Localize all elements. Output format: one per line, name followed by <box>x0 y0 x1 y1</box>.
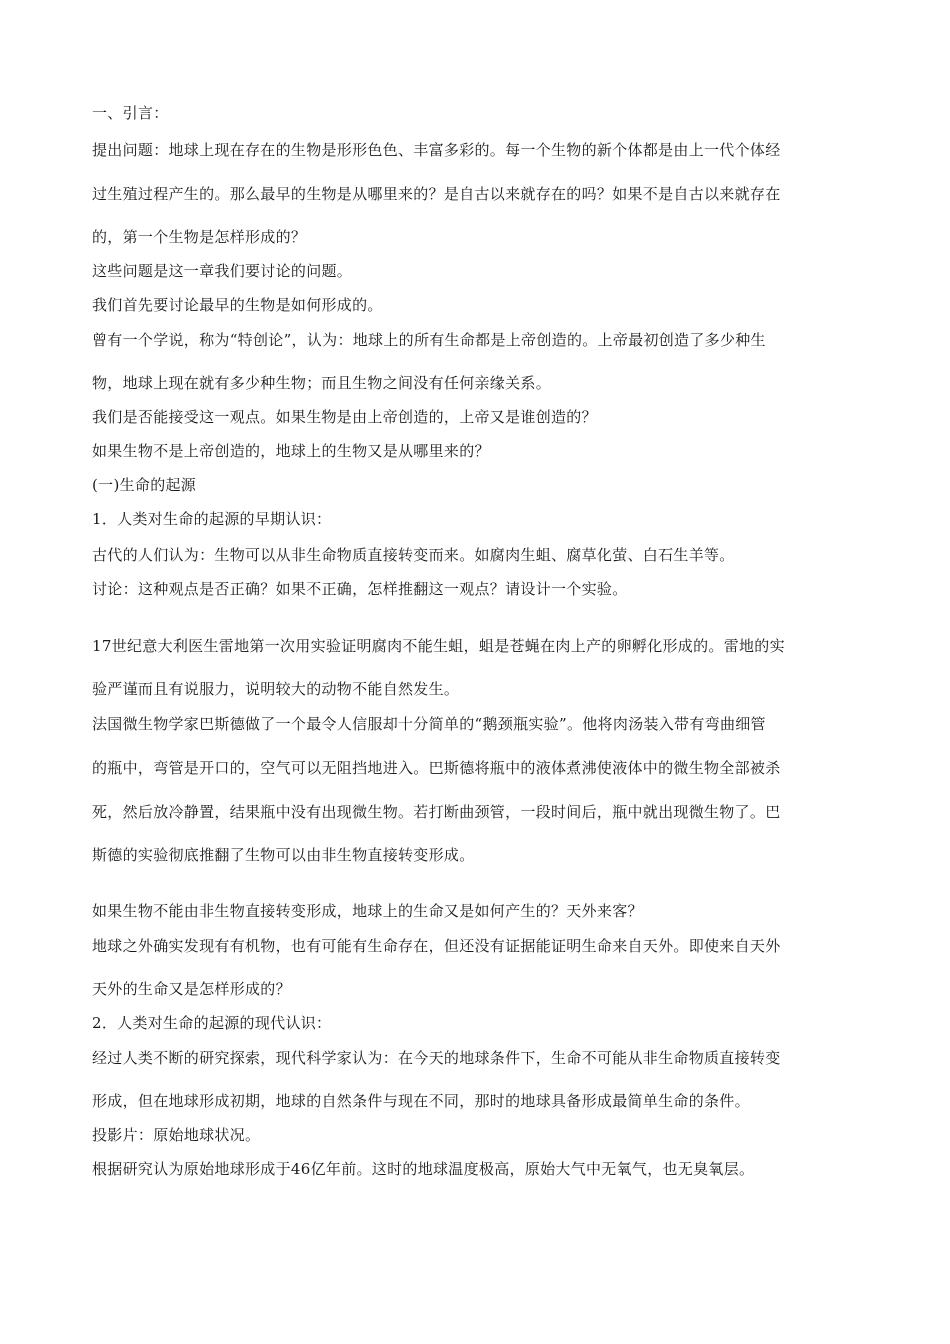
paragraph: 如果生物不能由非生物直接转变形成，地球上的生命又是如何产生的？天外来客？ <box>92 902 643 920</box>
text-line: 17世纪意大利医生雷地第一次用实验证明腐肉不能生蛆，蛆是苍蝇在肉上产的卵孵化形成的。雷地的实 <box>92 637 785 655</box>
subsection-heading: (一)生命的起源 <box>92 476 197 494</box>
paragraph-slide: 投影片：原始地球状况。 <box>92 1126 261 1144</box>
text-line: 天外的生命又是怎样形成的？ <box>92 980 291 998</box>
paragraph-discussion: 讨论：这种观点是否正确？如果不正确，怎样推翻这一观点？请设计一个实验。 <box>92 580 628 598</box>
text-line: 法国微生物学家巴斯德做了一个最令人信服却十分简单的“鹅颈瓶实验”。他将肉汤装入带有弯曲细管 <box>92 715 766 733</box>
numbered-heading: 2．人类对生命的起源的现代认识： <box>92 1014 332 1032</box>
paragraph-modern-view <box>92 1044 862 1114</box>
text-line: 的，第一个生物是怎样形成的？ <box>92 228 307 246</box>
paragraph-creationism <box>92 326 862 396</box>
paragraph: 根据研究认为原始地球形成于46亿年前。这时的地球温度极高，原始大气中无氧气，也无臭氧层。 <box>92 1160 755 1178</box>
numbered-heading: 1．人类对生命的起源的早期认识： <box>92 510 332 528</box>
paragraph: 这些问题是这一章我们要讨论的问题。 <box>92 262 353 280</box>
text-line: 形成，但在地球形成初期，地球的自然条件与现在不同，那时的地球具备形成最简单生命的条件。 <box>92 1092 750 1110</box>
text-line: 的瓶中，弯管是开口的，空气可以无阻挡地进入。巴斯德将瓶中的液体煮沸使液体中的微生物全部被杀 <box>92 759 781 777</box>
paragraph-question <box>92 136 862 250</box>
paragraph-redi <box>92 632 862 702</box>
paragraph: 古代的人们认为：生物可以从非生命物质直接转变而来。如腐肉生蛆、腐草化萤、白石生羊等。 <box>92 546 735 564</box>
paragraph: 我们首先要讨论最早的生物是如何形成的。 <box>92 296 383 314</box>
paragraph-pasteur <box>92 710 862 868</box>
paragraph-panspermia <box>92 932 862 1002</box>
text-line: 斯德的实验彻底推翻了生物可以由非生物直接转变形成。 <box>92 846 475 864</box>
text-line: 过生殖过程产生的。那么最早的生物是从哪里来的？是自古以来就存在的吗？如果不是自古以来就存在 <box>92 185 781 203</box>
text-line: 死，然后放冷静置，结果瓶中没有出现微生物。若打断曲颈管，一段时间后，瓶中就出现微生物了。巴 <box>92 803 781 821</box>
text-line: 地球之外确实发现有有机物，也有可能有生命存在，但还没有证据能证明生命来自天外。即使来自天外 <box>92 937 781 955</box>
text-line: 经过人类不断的研究探索，现代科学家认为：在今天的地球条件下，生命不可能从非生命物质直接转变 <box>92 1049 781 1067</box>
document-body <box>92 100 862 1182</box>
paragraph: 如果生物不是上帝创造的，地球上的生物又是从哪里来的？ <box>92 442 490 460</box>
text-line: 验严谨而且有说服力，说明较大的动物不能自然发生。 <box>92 680 460 698</box>
text-line: 曾有一个学说，称为“特创论”，认为：地球上的所有生命都是上帝创造的。上帝最初创造了多少种生 <box>92 331 766 349</box>
text-line: 提出问题：地球上现在存在的生物是形形色色、丰富多彩的。每一个生物的新个体都是由上一代个体经 <box>92 141 781 159</box>
section-heading: 一、引言： <box>92 104 169 122</box>
text-line: 物，地球上现在就有多少种生物；而且生物之间没有任何亲缘关系。 <box>92 374 552 392</box>
paragraph: 我们是否能接受这一观点。如果生物是由上帝创造的，上帝又是谁创造的？ <box>92 408 597 426</box>
